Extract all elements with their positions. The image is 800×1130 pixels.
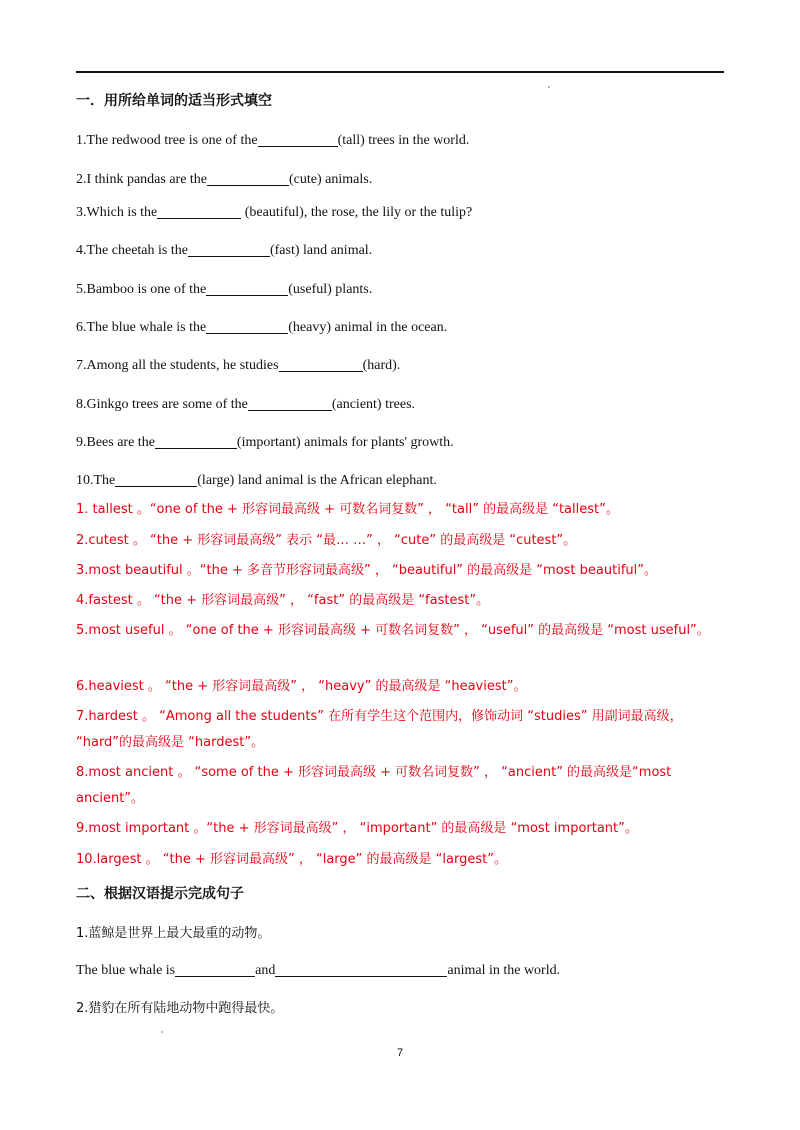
- answer-blank[interactable]: [155, 434, 237, 449]
- section2-heading: 二、根据汉语提示完成句子: [76, 886, 244, 902]
- answer-10: 10.largest 。 “the + 形容词最高级” ， “large” 的最高级是 “largest”。: [76, 852, 507, 867]
- answer-blank[interactable]: [115, 472, 197, 487]
- question-5: 5.Bamboo is one of the (useful) plants.: [76, 282, 373, 297]
- answer-4: 4.fastest 。 “the + 形容词最高级” ， “fast” 的最高级是 “fastest”。: [76, 593, 490, 608]
- section2-q1-chinese: 1.蓝鲸是世界上最大最重的动物。: [76, 926, 271, 941]
- section2-q1-sentence: The blue whale is and animal in the world.: [76, 963, 561, 978]
- answer-7: 7.hardest 。 “Among all the students” 在所有学生这个范围内，修饰动词 “studies” 用副词最高级， “hard”的最高级是 “hardest”。: [76, 709, 683, 750]
- scan-dot: [548, 86, 550, 88]
- answer-blank[interactable]: [279, 357, 363, 372]
- page-number: 7: [396, 1047, 404, 1059]
- question-9: 9.Bees are the (important) animals for plants' growth.: [76, 435, 454, 450]
- question-7: 7.Among all the students, he studies (hard).: [76, 358, 401, 373]
- answer-8: 8.most ancient 。 “some of the + 形容词最高级 + 可数名词复数” ， “ancient” 的最高级是“most ancient”。: [76, 765, 672, 806]
- question-3: 3.Which is the (beautiful), the rose, the lily or the tulip?: [76, 205, 473, 220]
- answer-blank[interactable]: [206, 281, 288, 296]
- answer-blank[interactable]: [248, 396, 332, 411]
- section2-q2-chinese: 2.猎豹在所有陆地动物中跑得最快。: [76, 1001, 284, 1016]
- answer-6: 6.heaviest 。 “the + 形容词最高级” ， “heavy” 的最高级是 “heaviest”。: [76, 679, 527, 694]
- scan-dot: [161, 1031, 163, 1033]
- answer-blank[interactable]: [206, 319, 288, 334]
- answer-blank[interactable]: [175, 962, 255, 977]
- answer-blank[interactable]: [275, 962, 447, 977]
- question-4: 4.The cheetah is the (fast) land animal.: [76, 243, 373, 258]
- answer-2: 2.cutest 。 “the + 形容词最高级” 表示 “最… …” ， “cute” 的最高级是 “cutest”。: [76, 533, 577, 548]
- question-2: 2.I think pandas are the (cute) animals.: [76, 172, 373, 187]
- answer-5: 5.most useful 。 “one of the + 形容词最高级 + 可数名词复数” ， “useful” 的最高级是 “most useful”。: [76, 623, 710, 638]
- answer-blank[interactable]: [207, 171, 289, 186]
- section1-heading: 一．用所给单词的适当形式填空: [76, 93, 272, 109]
- answer-1: 1. tallest 。“one of the + 形容词最高级 + 可数名词复数” ， “tall” 的最高级是 “tallest”。: [76, 502, 619, 517]
- answer-blank[interactable]: [258, 132, 338, 147]
- question-10: 10.The (large) land animal is the African elephant.: [76, 473, 437, 488]
- question-8: 8.Ginkgo trees are some of the (ancient) trees.: [76, 397, 416, 412]
- answer-9: 9.most important 。“the + 形容词最高级” ， “important” 的最高级是 “most important”。: [76, 821, 638, 836]
- answer-blank[interactable]: [188, 242, 270, 257]
- answer-3: 3.most beautiful 。“the + 多音节形容词最高级” ， “beautiful” 的最高级是 “most beautiful”。: [76, 563, 657, 578]
- answer-blank[interactable]: [157, 204, 241, 219]
- question-6: 6.The blue whale is the (heavy) animal in the ocean.: [76, 320, 448, 335]
- top-rule: [76, 71, 724, 73]
- question-1: 1.The redwood tree is one of the (tall) trees in the world.: [76, 133, 470, 148]
